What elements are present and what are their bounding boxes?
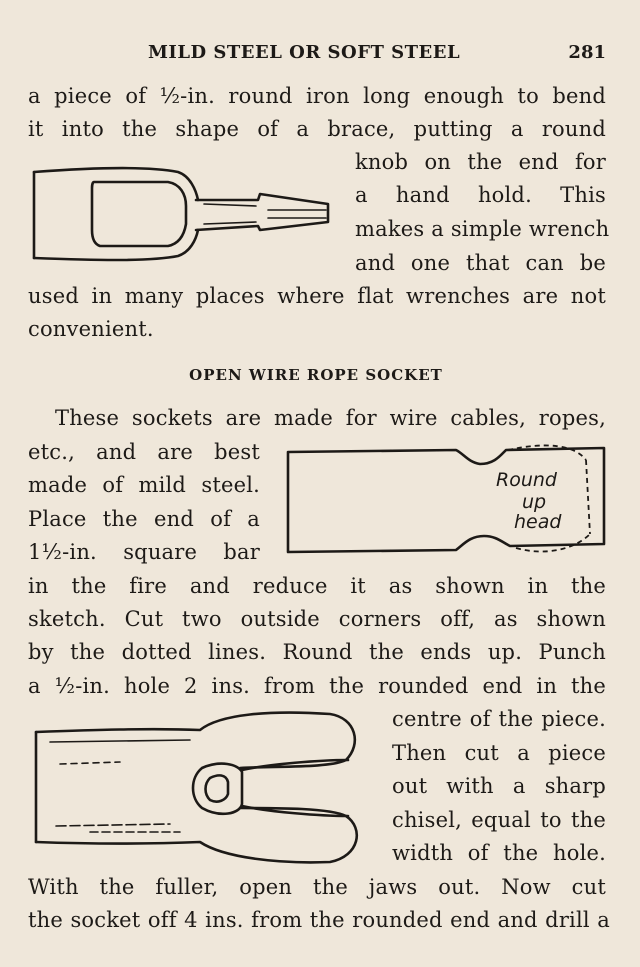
text-line: by the dotted lines. Round the ends up. Punch — [28, 640, 606, 664]
text-line: etc., and are best — [28, 440, 260, 464]
text-line: a piece of ½-in. round iron long enough to bend — [28, 84, 606, 108]
text-line: width of the hole. — [392, 841, 606, 865]
text-line: 1½-in. square bar — [28, 540, 260, 564]
annotation-round: Round — [496, 469, 557, 491]
section-heading: OPEN WIRE ROPE SOCKET — [189, 366, 443, 384]
wire-rope-socket-sketch — [30, 708, 372, 868]
annotation-up: up — [522, 491, 547, 513]
annotation-head: head — [514, 511, 562, 533]
brace-wrench-sketch — [28, 160, 338, 270]
text-line: the socket off 4 ins. from the rounded end and drill a — [28, 908, 610, 932]
text-line: used in many places where flat wrenches are not — [28, 284, 606, 308]
text-line: a hand hold. This — [355, 183, 606, 207]
text-line: With the fuller, open the jaws out. Now cut — [28, 875, 606, 899]
text-line: centre of the piece. — [392, 707, 606, 731]
text-line: it into the shape of a brace, putting a round — [28, 117, 606, 141]
square-bar-sketch — [284, 438, 610, 562]
text-line: made of mild steel. — [28, 473, 260, 497]
text-line: Then cut a piece — [392, 741, 606, 765]
text-line: Place the end of a — [28, 507, 260, 531]
text-line: makes a simple wrench — [355, 217, 610, 241]
text-line: and one that can be — [355, 251, 606, 275]
text-line: sketch. Cut two outside corners off, as shown — [28, 607, 606, 631]
text-line: in the fire and reduce it as shown in the — [28, 574, 606, 598]
text-line: knob on the end for — [355, 150, 606, 174]
text-line: These sockets are made for wire cables, ropes, — [55, 406, 606, 430]
text-line: convenient. — [28, 317, 154, 341]
page-number: 281 — [568, 42, 606, 63]
text-line: a ½-in. hole 2 ins. from the rounded end in the — [28, 674, 606, 698]
text-line: chisel, equal to the — [392, 808, 606, 832]
running-head: MILD STEEL OR SOFT STEEL — [148, 42, 461, 63]
text-line: out with a sharp — [392, 774, 606, 798]
